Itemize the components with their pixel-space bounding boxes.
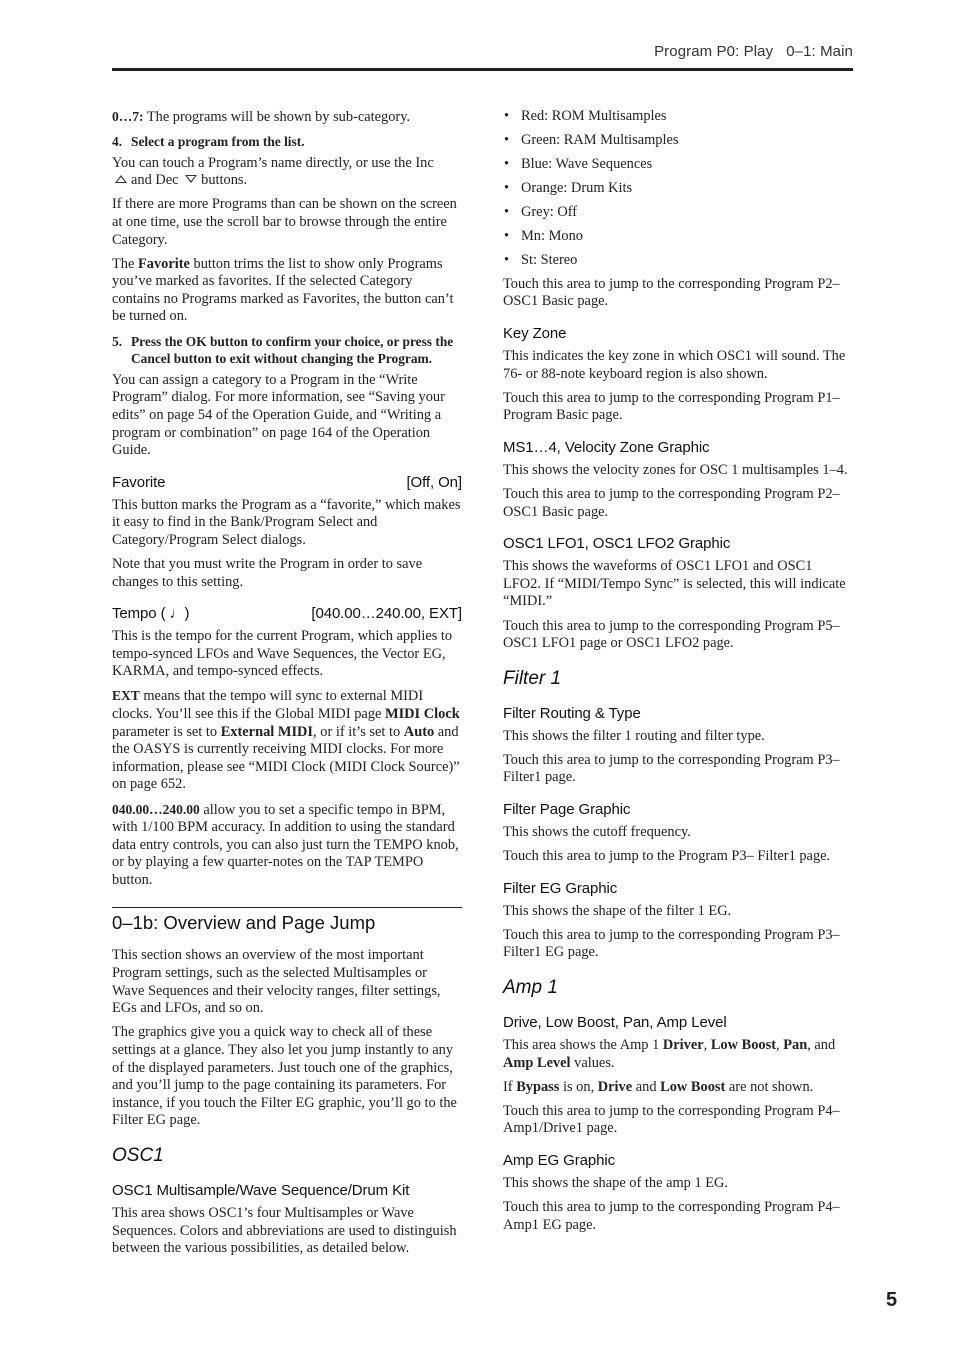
drive-desc: This area shows the Amp 1 Driver, Low Boost, Pan, and Amp Level values. (503, 1036, 836, 1071)
filter-page-jump: Touch this area to jump to the Program P3– Filter1 page. (503, 848, 831, 865)
key-zone-desc: This indicates the key zone in which OSC1 will sound. The 76- or 88-note keyboard region is also shown. (503, 348, 846, 382)
bypass-desc: If Bypass is on, Drive and Low Boost are not shown. (503, 1078, 814, 1095)
scroll-paragraph: If there are more Programs than can be shown on the screen at one time, use the scroll bar to browse through the entire Category. (112, 196, 457, 248)
amp-eg-jump: Touch this area to jump to the corresponding Program P4– Amp1 EG page. (503, 1199, 840, 1233)
tempo-heading: Tempo ( ♩) [040.00…240.00, EXT] (112, 605, 462, 623)
category-note: 0…7: The programs will be shown by sub-category. (112, 109, 411, 125)
overview-heading: 0–1b: Overview and Page Jump (112, 907, 462, 935)
list-item: • Blue: Wave Sequences (503, 156, 853, 174)
osc-jump-paragraph: Touch this area to jump to the corresponding Program P2– OSC1 Basic page. (503, 275, 840, 310)
filter1-heading: Filter 1 (503, 667, 562, 689)
page-number: 5 (886, 1289, 898, 1311)
osc1-paragraph: This area shows OSC1’s four Multisamples or Wave Sequences. Colors and abbreviations are used to distinguish between the various possibilities, as detailed below. (112, 1204, 457, 1257)
running-head-page: 0–1: Main (786, 43, 853, 60)
velocity-zone-heading: MS1…4, Velocity Zone Graphic (503, 438, 710, 456)
filter-routing-heading: Filter Routing & Type (503, 704, 641, 722)
key-zone-jump: Touch this area to jump to the corresponding Program P1– Program Basic page. (503, 389, 840, 424)
tempo-desc: This is the tempo for the current Program, which applies to tempo-synced LFOs and Wave Sequences, the Vector EG, KARMA, and tempo-synced effects. (112, 628, 453, 680)
page-header (112, 40, 853, 71)
lfo-desc: This shows the waveforms of OSC1 LFO1 and OSC1 LFO2. If “MIDI/Tempo Sync” is selected, this will indicate “MIDI.” (503, 558, 846, 610)
filter-eg-heading: Filter EG Graphic (503, 879, 618, 897)
inc-triangle-icon (115, 175, 127, 183)
osc1-multisample-heading: OSC1 Multisample/Wave Sequence/Drum Kit (112, 1181, 410, 1199)
running-head (654, 43, 853, 60)
lfo-graphic-heading: OSC1 LFO1, OSC1 LFO2 Graphic (503, 535, 731, 553)
step-4: 4. Select a program from the list. (112, 134, 305, 150)
filter-eg-desc: This shows the shape of the filter 1 EG. (503, 902, 732, 919)
favorite-note: Note that you must write the Program in order to save changes to this setting. (112, 555, 423, 590)
velocity-zone-jump: Touch this area to jump to the corresponding Program P2– OSC1 Basic page. (503, 486, 840, 520)
list-item: • St: Stereo (503, 252, 853, 270)
lfo-jump: Touch this area to jump to the corresponding Program P5– OSC1 LFO1 page or OSC1 LFO2 page. (503, 617, 840, 652)
list-item: • Orange: Drum Kits (503, 180, 853, 198)
amp1-heading: Amp 1 (503, 976, 558, 998)
favorite-desc: This button marks the Program as a “favorite,” which makes it easy to find in the Bank/Program Select and Category/Program Select dialogs. (112, 496, 461, 548)
favorite-heading: Favorite [Off, On] (112, 473, 462, 491)
step-5: 5. Press the OK button to confirm your choice, or press the Cancel button to exit without changing the Program. (112, 333, 454, 367)
overview-paragraph-2: The graphics give you a quick way to check all of these settings at a glance. They also let you jump instantly to any of the displayed parameters. Just touch one of the graphics, and you’ll jump to the page containing its parameters. For instance, if you touch the Filter EG graphic, you’ll go to the Filter EG page. (112, 1024, 457, 1129)
osc1-heading: OSC1 (112, 1144, 164, 1166)
filter-routing-jump: Touch this area to jump to the corresponding Program P3– Filter1 page. (503, 751, 840, 786)
drive-jump: Touch this area to jump to the corresponding Program P4– Amp1/Drive1 page. (503, 1102, 840, 1137)
list-item: • Red: ROM Multisamples (503, 108, 853, 126)
filter-page-desc: This shows the cutoff frequency. (503, 823, 691, 840)
bpm-paragraph: 040.00…240.00 allow you to set a specific tempo in BPM, with 1/100 BPM accuracy. In addition to using the standard data entry controls, you can also just turn the TEMPO knob, or by playing a few quarter-notes on the TAP TEMPO button. (112, 801, 459, 888)
favorite-paragraph: The Favorite button trims the list to show only Programs you’ve marked as favorites. If the selected Category contains no Programs marked as Favorites, the button can’t be turned on. (112, 255, 454, 325)
amp-eg-desc: This shows the shape of the amp 1 EG. (503, 1174, 729, 1191)
overview-paragraph-1: This section shows an overview of the most important Program settings, such as the selected Multisamples or Wave Sequences and their velocity ranges, filter settings, EGs and LFOs, and so on. (112, 947, 441, 1017)
inc-dec-paragraph: You can touch a Program’s name directly, or use the Inc and Dec buttons. (112, 154, 434, 189)
dec-triangle-icon (185, 175, 197, 183)
color-legend-list (503, 108, 853, 270)
amp-eg-heading: Amp EG Graphic (503, 1151, 615, 1169)
left-column (112, 108, 462, 1264)
filter-eg-jump: Touch this area to jump to the corresponding Program P3– Filter1 EG page. (503, 926, 840, 961)
list-item: • Grey: Off (503, 204, 853, 222)
ext-paragraph: EXT means that the tempo will sync to external MIDI clocks. You’ll see this if the Global MIDI page MIDI Clock parameter is set to External MIDI, or if it’s set to Auto and the OASYS is currently receiving MIDI clocks. For more information, please see “MIDI Clock (MIDI Clock Source)” on page 652. (112, 688, 460, 793)
key-zone-heading: Key Zone (503, 325, 567, 343)
drive-heading: Drive, Low Boost, Pan, Amp Level (503, 1013, 727, 1031)
filter-routing-desc: This shows the filter 1 routing and filter type. (503, 727, 765, 744)
right-column (503, 108, 853, 1241)
velocity-zone-desc: This shows the velocity zones for OSC 1 multisamples 1–4. (503, 461, 848, 478)
list-item: • Green: RAM Multisamples (503, 132, 853, 150)
assign-paragraph: You can assign a category to a Program in the “Write Program” dialog. For more information, see “Saving your edits” on page 54 of the Operation Guide, and “Writing a program or combination” on page 164 of the Operation Guide. (112, 371, 445, 459)
filter-page-heading: Filter Page Graphic (503, 800, 631, 818)
list-item: • Mn: Mono (503, 228, 853, 246)
running-head-section: Program P0: Play (654, 43, 774, 60)
